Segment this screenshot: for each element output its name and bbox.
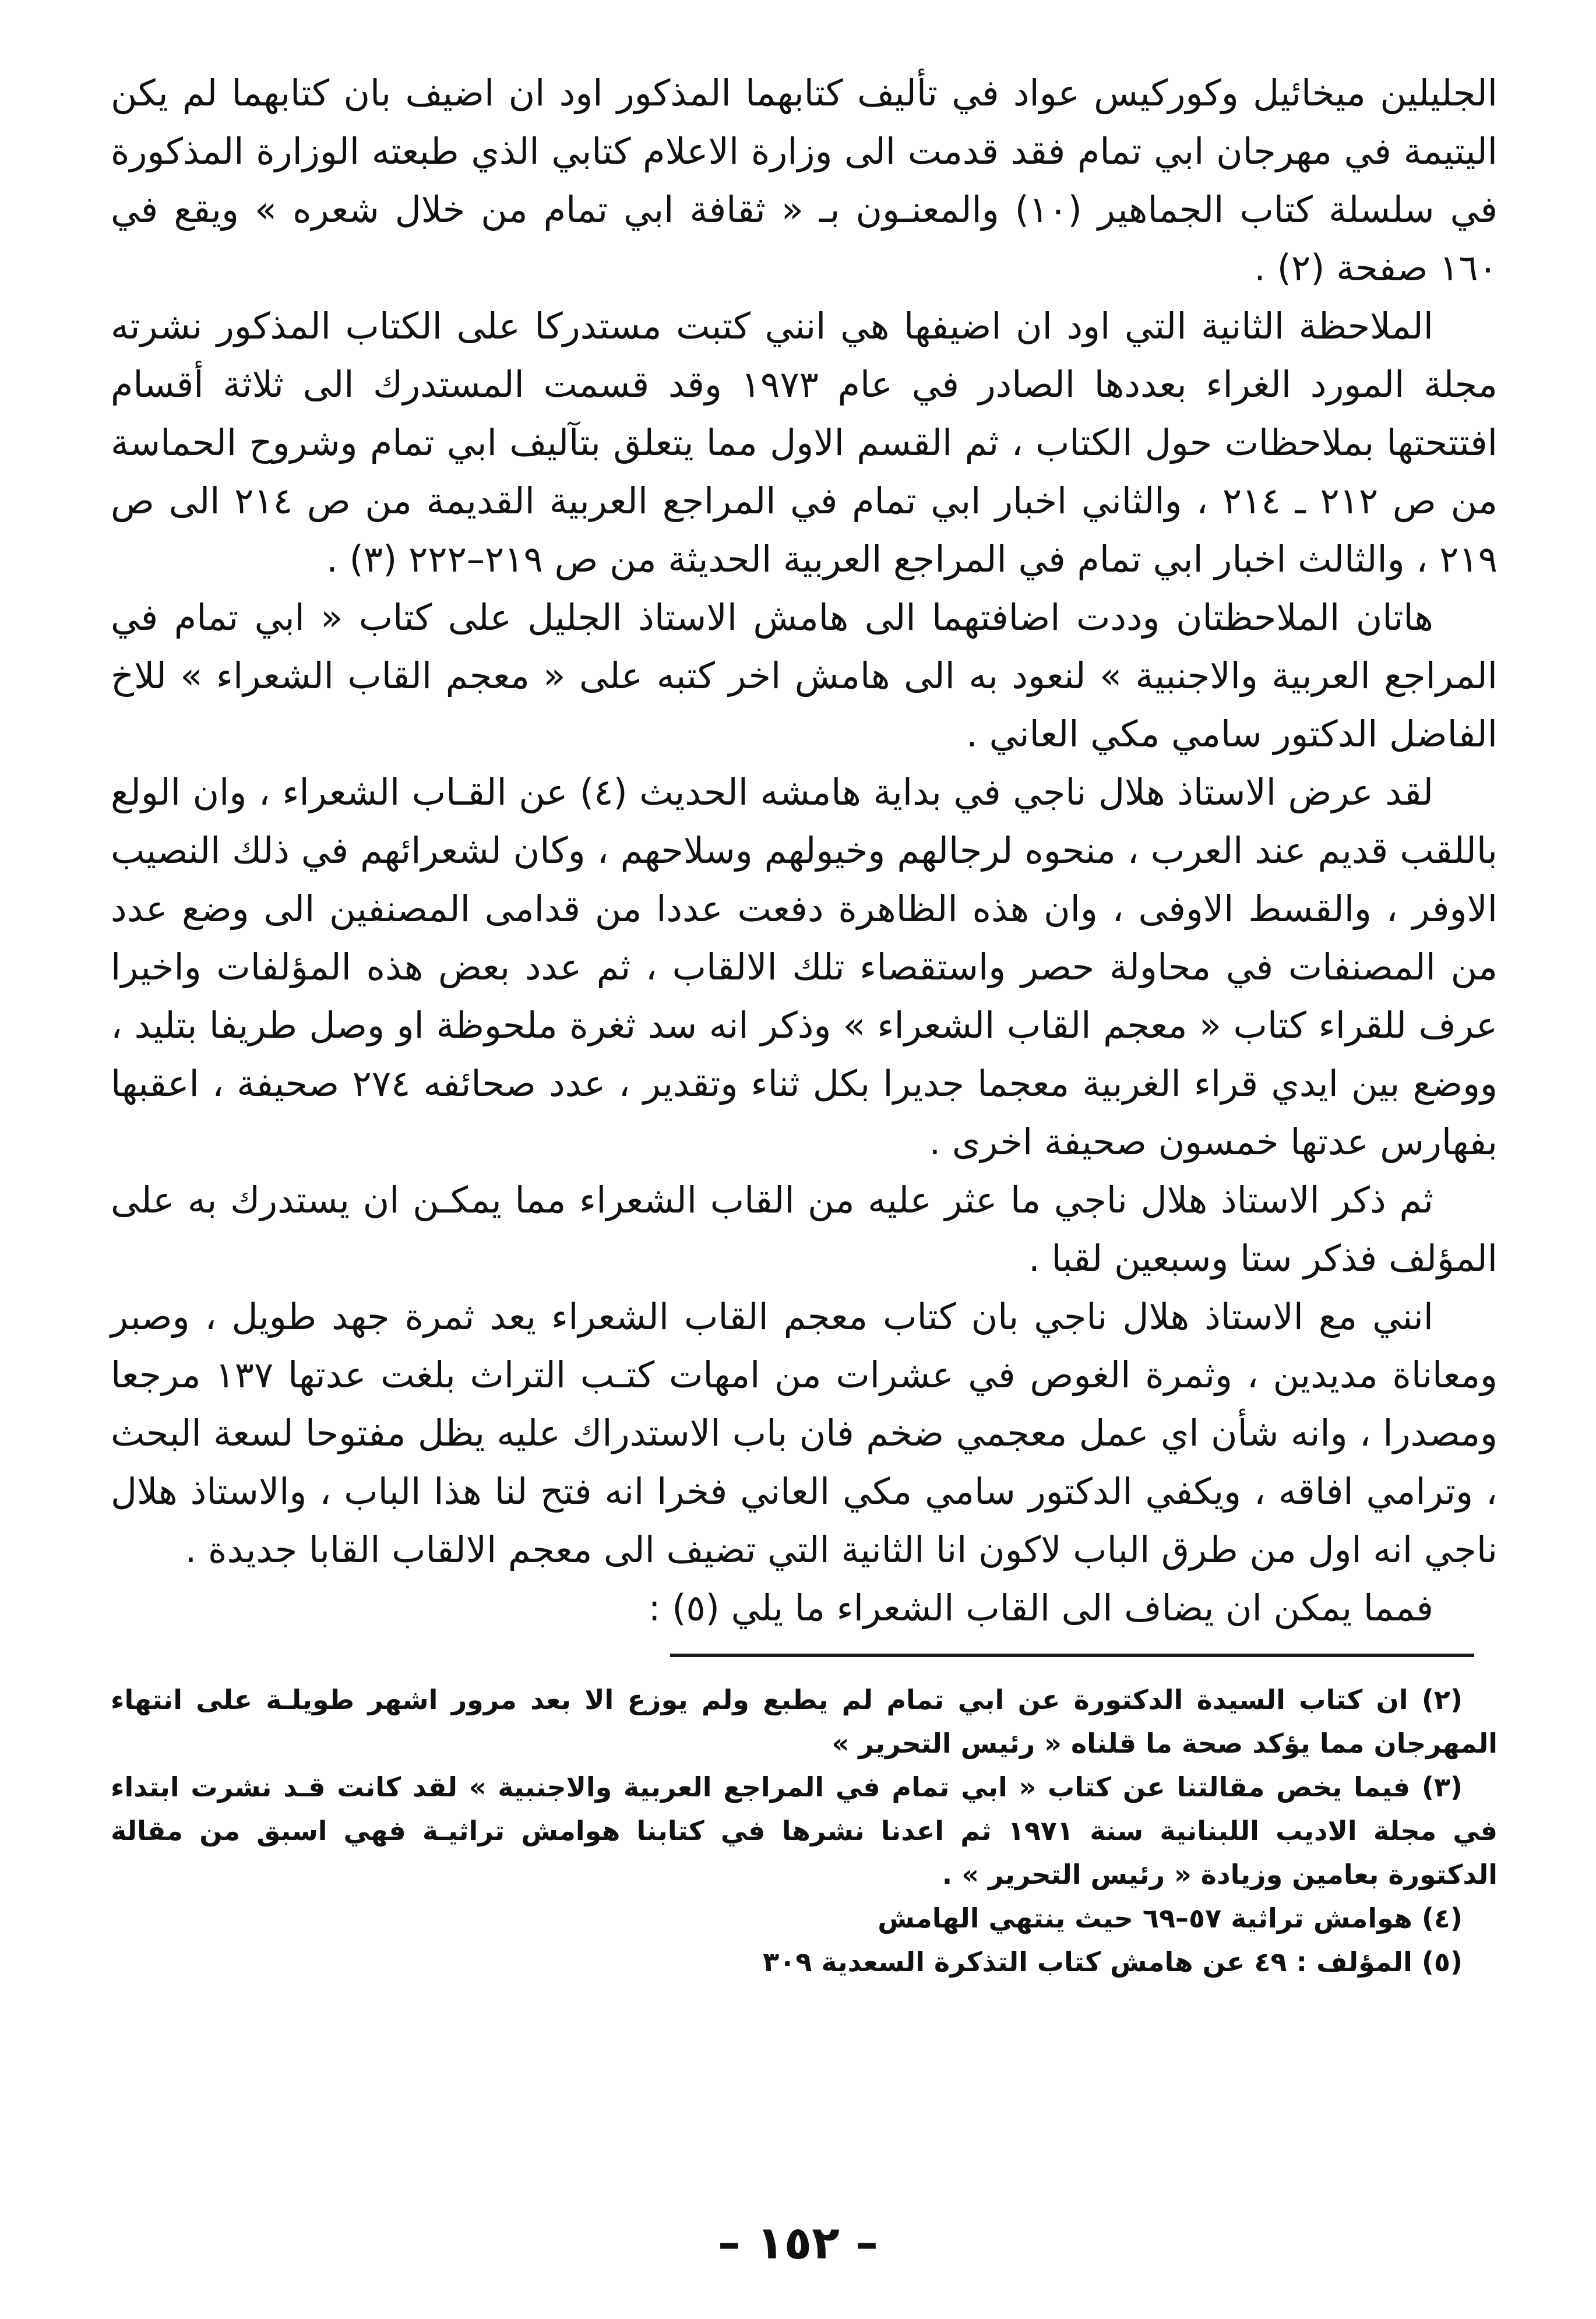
footnote: (٥) المؤلف : ٤٩ عن هامش كتاب التذكرة السعدية ٣٠٩ [763, 1946, 1463, 1978]
footnote: (٢) ان كتاب السيدة الدكتورة عن ابي تمام لم يطبع ولم يوزع الا بعد مرور اشهر طويلـة على انتهاء المهرجان مما يؤكد صحة ما قلناه « رئيس التحرير » [111, 1684, 1498, 1759]
body-text [111, 64, 1498, 1637]
paragraph: الجليلين ميخائيل وكوركيس عواد في تأليف كتابهما المذكور اود ان اضيف بان كتابهما لم يكن اليتيمة في مهرجان ابي تمام فقد قدمت الى وزارة الاعلام كتابي الذي طبعته الوزارة المذكورة في سلسلة كتاب الجماهير (١٠) والمعنـون بـ « ثقافة ابي تمام من خلال شعره » ويقع في ١٦٠ صفحة (٢) . [111, 72, 1498, 289]
paragraph: انني مع الاستاذ هلال ناجي بان كتاب معجم القاب الشعراء يعد ثمرة جهد طويل ، وصبر ومعاناة مديدين ، وثمرة الغوص في عشرات من امهات كتـب التراث بلغت عدتها ١٣٧ مرجعا ومصدرا ، وانه شأن اي عمل معجمي ضخم فان باب الاستدراك عليه يظل مفتوحا لسعة البحث ، وترامي افاقه ، ويكفي الدكتور سامي مكي العاني فخرا انه فتح لنا هذا الباب ، والاستاذ هلال ناجي انه اول من طرق الباب لاكون انا الثانية التي تضيف الى معجم الالقاب القابا جديدة . [111, 1295, 1498, 1571]
footnote: (٣) فيما يخص مقالتنا عن كتاب « ابي تمام في المراجع العربية والاجنبية » لقد كانت قـد نشرت ابتداء في مجلة الاديب اللبنانية سنة ١٩٧١ ثم اعدنا نشرها في كتابنا هوامش تراثيـة فهي اسبق من مقالة الدكتورة بعامين وزيادة « رئيس التحرير » . [111, 1771, 1498, 1890]
page-number: – ١٥٢ – [717, 2217, 879, 2269]
paragraph: الملاحظة الثانية التي اود ان اضيفها هي انني كتبت مستدركا على الكتاب المذكور نشرته مجلة المورد الغراء بعددها الصادر في عام ١٩٧٣ وقد قسمت المستدرك الى ثلاثة أقسام افتتحتها بملاحظات حول الكتاب ، ثم القسم الاول مما يتعلق بتآليف ابي تمام وشروح الحماسة من ص ٢١٢ ـ ٢١٤ ، والثاني اخبار ابي تمام في المراجع العربية القديمة من ص ٢١٤ الى ص ٢١٩ ، والثالث اخبار ابي تمام في المراجع العربية الحديثة من ص ٢١٩–٢٢٢ (٣) . [111, 305, 1498, 580]
footnote-separator [670, 1654, 1474, 1657]
paragraph: فمما يمكن ان يضاف الى القاب الشعراء ما يلي (٥) : [648, 1587, 1433, 1629]
footnotes [111, 1678, 1498, 1984]
paragraph: لقد عرض الاستاذ هلال ناجي في بداية هامشه الحديث (٤) عن القـاب الشعراء ، وان الولع باللقب قديم عند العرب ، منحوه لرجالهم وخيولهم وسلاحهم ، وكان لشعرائهم في ذلك النصيب الاوفر ، والقسط الاوفى ، وان هذه الظاهرة دفعت عددا من قدامى المصنفين الى وضع عدد من المصنفات في محاولة حصر واستقصاء تلك الالقاب ، ثم عدد بعض هذه المؤلفات واخيرا عرف للقراء كتاب « معجم القاب الشعراء » وذكر انه سد ثغرة ملحوظة او وصل طريفا بتليد ، ووضع بين ايدي قراء الغربية معجما جديرا بكل ثناء وتقدير ، عدد صحائفه ٢٧٤ صحيفة ، اعقبها بفهارس عدتها خمسون صحيفة اخرى . [111, 771, 1498, 1163]
paragraph: هاتان الملاحظتان وددت اضافتهما الى هامش الاستاذ الجليل على كتاب « ابي تمام في المراجع العربية والاجنبية » لنعود به الى هامش اخر كتبه على « معجم القاب الشعراء » للاخ الفاضل الدكتور سامي مكي العاني . [111, 596, 1498, 755]
footnote: (٤) هوامش تراثية ٥٧–٦٩ حيث ينتهي الهامش [878, 1902, 1463, 1934]
paragraph: ثم ذكر الاستاذ هلال ناجي ما عثر عليه من القاب الشعراء مما يمكـن ان يستدرك به على المؤلف فذكر ستا وسبعين لقبا . [111, 1179, 1498, 1280]
